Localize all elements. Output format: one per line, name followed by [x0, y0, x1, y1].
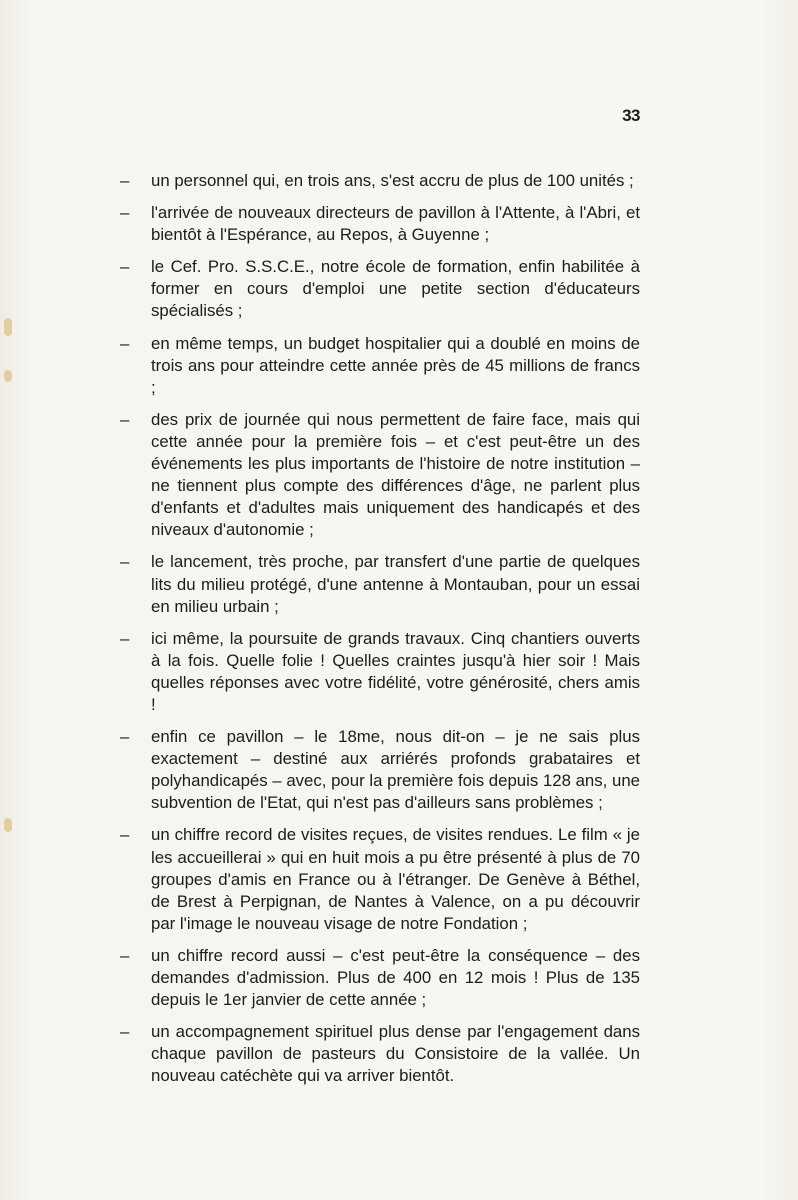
bullet-dash: –: [120, 727, 130, 747]
list-item: [120, 824, 640, 934]
list-item: [120, 945, 640, 1011]
list-item: [120, 170, 640, 192]
bullet-dash: –: [120, 203, 130, 223]
paper-stain: [4, 318, 12, 336]
bullet-dash: –: [120, 257, 130, 277]
list-item-text: un personnel qui, en trois ans, s'est accru de plus de 100 unités ;: [151, 171, 634, 190]
list-item: [120, 628, 640, 716]
list-item: [120, 726, 640, 814]
list-item: [120, 551, 640, 617]
bullet-dash: –: [120, 628, 130, 648]
bullet-dash: –: [120, 552, 130, 572]
bullet-dash: –: [120, 333, 130, 353]
list-item-text: enfin ce pavillon – le 18me, nous dit-on – je ne sais plus exactement – destiné aux arriérés profonds grabataires et polyhandicapés – avec, pour la première fois depuis 128 ans, une subvention de l'Etat, qui n'est pas d'ailleurs sans problèmes ;: [151, 727, 640, 813]
list-item: [120, 256, 640, 322]
list-item-text: l'arrivée de nouveaux directeurs de pavillon à l'Attente, à l'Abri, et bientôt à l'Espérance, au Repos, à Guyenne ;: [151, 203, 640, 245]
list-item-text: le lancement, très proche, par transfert d'une partie de quelques lits du milieu protégé, d'une antenne à Montauban, pour un essai en milieu urbain ;: [151, 552, 640, 616]
list-item-text: un accompagnement spirituel plus dense par l'engagement dans chaque pavillon de pasteurs du Consistoire de la vallée. Un nouveau catéchète qui va arriver bientôt.: [151, 1022, 640, 1086]
page-number: 33: [622, 106, 640, 125]
bullet-dash: –: [120, 409, 130, 429]
paper-stain: [4, 818, 12, 832]
list-item: [120, 1021, 640, 1087]
list-item-text: des prix de journée qui nous permettent de faire face, mais qui cette année pour la première fois – et c'est peut-être un des événements les plus importants de l'histoire de notre institution – ne tiennent plus compte des différences d'âge, ne parlent plus d'enfants et d'adultes mais uniquement des handicapés et des niveaux d'autonomie ;: [151, 409, 640, 540]
paper-stain: [4, 370, 12, 382]
bullet-list: [120, 170, 640, 1097]
list-item-text: ici même, la poursuite de grands travaux. Cinq chantiers ouverts à la fois. Quelle folie ! Quelles craintes jusqu'à hier soir ! Mais quelles réponses avec votre fidélité, votre générosité, chers amis !: [151, 628, 640, 714]
bullet-dash: –: [120, 945, 130, 965]
list-item: [120, 333, 640, 399]
list-item-text: le Cef. Pro. S.S.C.E., notre école de formation, enfin habilitée à former en cours d'emploi une petite section d'éducateurs spécialisés ;: [151, 257, 640, 321]
list-item-text: en même temps, un budget hospitalier qui a doublé en moins de trois ans pour atteindre cette année près de 45 millions de francs ;: [151, 333, 640, 397]
bullet-dash: –: [120, 1022, 130, 1042]
list-item-text: un chiffre record aussi – c'est peut-être la conséquence – des demandes d'admission. Plus de 400 en 12 mois ! Plus de 135 depuis le 1er janvier de cette année ;: [151, 945, 640, 1010]
bullet-dash: –: [120, 825, 130, 845]
list-item: [120, 409, 640, 542]
list-item-text: un chiffre record de visites reçues, de visites rendues. Le film « je les accueillerai » qui en huit mois a pu être présenté à plus de 70 groupes d'amis en France ou à l'étranger. De Genève à Béthel, de Brest à Perpignan, de Nantes à Valence, on a pu découvrir par l'image le nouveau visage de notre Fondation ;: [151, 825, 640, 933]
bullet-dash: –: [120, 171, 130, 190]
list-item: [120, 202, 640, 246]
